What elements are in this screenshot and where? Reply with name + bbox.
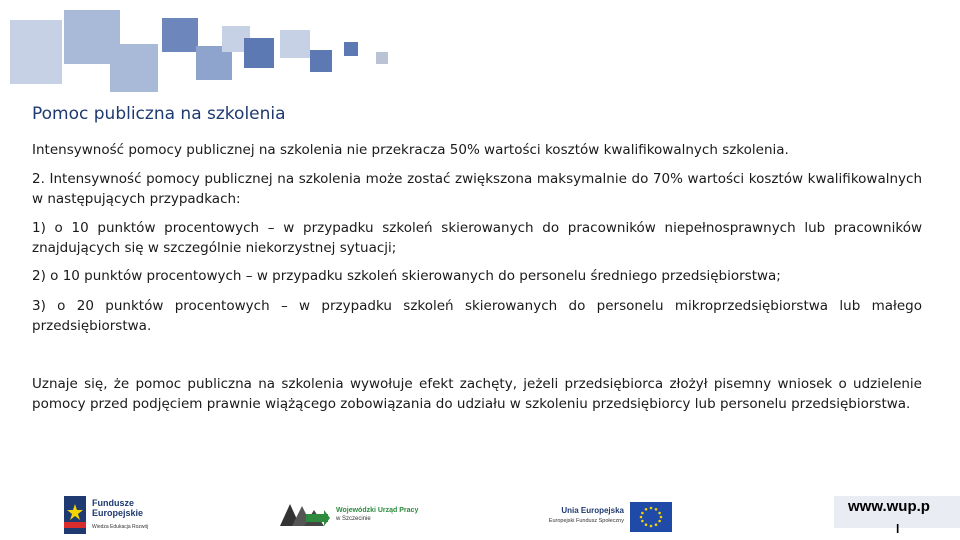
website-url[interactable]: www.wup.p <box>834 496 960 528</box>
eu-logo-line1: Unia Europejska <box>561 506 624 515</box>
paragraph-incentive: Uznaje się, że pomoc publiczna na szkolenia wywołuje efekt zachęty, jeżeli przedsiębiorca złożył pisemny wniosek o udzielenie pomocy przed podjęciem prawnie wiążącego zobowiązania do udziału w szkoleniu przedsiębiorcy lub personelu przedsiębiorstwa. <box>32 376 922 412</box>
footer-logos <box>0 488 960 540</box>
deco-square <box>310 50 332 72</box>
deco-square <box>280 30 310 58</box>
paragraph-item-1: 1) o 10 punktów procentowych – w przypadku szkoleń skierowanych do pracowników niepełnosprawnych lub pracowników znajdujących się w szczególnie niekorzystnej sytuacji; <box>32 220 922 256</box>
paragraph-increase: 2. Intensywność pomocy publicznej na szkolenia może zostać zwiększona maksymalnie do 70% wartości kosztów kwalifikowalnych w następujących przypadkach: <box>32 171 922 207</box>
deco-square <box>110 44 158 92</box>
deco-square <box>376 52 388 64</box>
paragraph-item-2: 2) o 10 punktów procentowych – w przypadku szkoleń skierowanych do personelu średniego przedsiębiorstwa; <box>32 268 781 284</box>
fe-star-icon <box>64 496 88 534</box>
deco-square <box>244 38 274 68</box>
eu-logo-line2: Europejski Fundusz Społeczny <box>548 518 624 524</box>
deco-square <box>10 20 62 84</box>
wup-logo-line2: w Szczecinie <box>336 516 371 522</box>
wup-emblem-icon <box>280 500 330 528</box>
fe-logo-line2: Europejskie <box>92 508 144 518</box>
paragraph-intensity: Intensywność pomocy publicznej na szkolenia nie przekracza 50% wartości kosztów kwalifikowalnych szkolenia. <box>32 142 789 158</box>
paragraph-item-3: 3) o 20 punktów procentowych – w przypadku szkoleń skierowanych do personelu mikroprzedsiębiorstwa lub małego przedsiębiorstwa. <box>32 298 922 334</box>
fe-logo-line1: Fundusze <box>92 498 134 508</box>
fundusze-europejskie-logo <box>64 494 184 536</box>
website-url-tail: l <box>896 522 900 536</box>
eu-logo <box>536 500 676 534</box>
eu-flag-icon <box>630 502 672 532</box>
wup-logo-line1: Wojewódzki Urząd Pracy <box>336 507 419 514</box>
deco-square <box>162 18 198 52</box>
wup-logo <box>280 498 440 534</box>
fe-logo-line3: Wiedza Edukacja Rozwój <box>92 524 149 530</box>
slide-title: Pomoc publiczna na szkolenia <box>32 104 286 124</box>
deco-square <box>344 42 358 56</box>
